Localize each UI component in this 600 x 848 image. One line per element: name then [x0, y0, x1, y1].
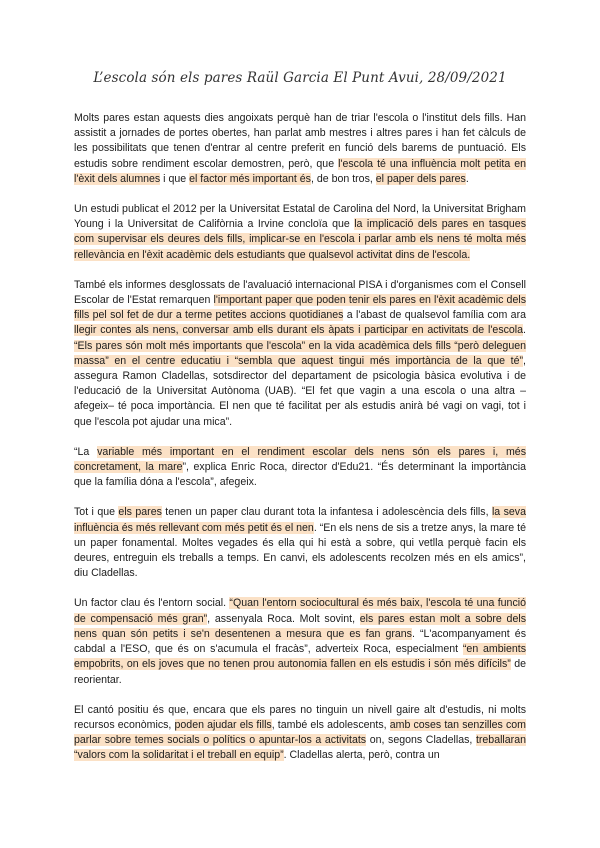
- text-segment: ”, explica Enric Roca, director d'Edu21. “És determinant la importància que la família dóna a l'escola”, afegeix.: [74, 461, 526, 489]
- text-segment: . Cladellas alerta, però, contra un: [283, 749, 440, 762]
- text-segment: . “En els nens de sis a tretze anys, la mare té un paper fonamental. Moltes vegades és ella qui hi està a sobre, qui vetlla perquè facin els deures, entreguin els treballs a temps. En canvi, els adolescents recolzen més en els amics”, diu Cladellas.: [74, 521, 526, 580]
- text-segment: Un estudi publicat el 2012 per la Universitat Estatal de Carolina del Nord, la Universitat Brigham Young i la Universitat de Califòrnia a Irvine concloïa que: [74, 203, 526, 231]
- highlighted-text: poden ajudar els fills: [174, 718, 272, 731]
- highlighted-text: “Quan l'entorn sociocultural és més baix, l'escola té una funció de compensació més gran”: [74, 597, 526, 625]
- highlighted-text: els pares: [118, 506, 162, 519]
- text-segment: Tot i que: [74, 506, 119, 519]
- highlighted-text: variable més important en el rendiment escolar dels nens són els pares i, més concretament, la mare: [74, 445, 526, 474]
- highlighted-text: la implicació dels pares en tasques com supervisar els deures dels fills, implicar-se en l'escola i parlar amb els nens té molta més rellevància en l'èxit acadèmic dels estudiants que qualsevol activitat dins de l'escola.: [74, 218, 526, 261]
- text-segment: Molts pares estan aquests dies angoixats perquè han de triar l'escola o l'institut dels fills. Han assistit a jornades de portes obertes, han parlat amb mestres i altres pares i han fet càlculs de les possibilitats que tenen d'entrar al centre preferit en funció dels barems de puntuació. Els estudis sobre rendiment escolar demostren, però, que: [74, 112, 526, 170]
- paragraph-5: [74, 505, 526, 581]
- text-segment: , assenyala Roca. Molt sovint,: [207, 612, 360, 625]
- paragraph-3: [74, 278, 526, 430]
- text-segment: Un factor clau és l'entorn social.: [74, 597, 230, 610]
- highlighted-text: llegir contes als nens, conversar amb ells durant els àpats i participar en activitats de l'escola: [74, 324, 524, 337]
- text-segment: a l'abast de qualsevol família com ara: [343, 309, 526, 322]
- text-segment: de reorientar.: [74, 658, 527, 686]
- highlighted-text: el paper dels pares: [375, 172, 466, 185]
- highlighted-text: els pares estan molt a sobre dels nens quan són petits i se'n desentenen a mesura que es fan grans: [74, 612, 526, 640]
- text-segment: .: [465, 172, 469, 185]
- highlighted-text: amb coses tan senzilles com parlar sobre temes socials o polítics o apuntar-los a activitats: [74, 718, 526, 747]
- text-segment: “La: [74, 445, 98, 458]
- paragraph-2: [74, 202, 526, 263]
- highlighted-text: “Els pares són molt més importants que l'escola” en la vida acadèmica dels fills “però deleguen massa” en el centre educatiu i “sembla que aquest tingui més importància de la que té”: [74, 339, 526, 367]
- paragraph-6: [74, 596, 526, 687]
- paragraph-1: [74, 111, 526, 187]
- text-segment: tenen un paper clau durant tota la infantesa i adolescència dels fills,: [161, 506, 492, 519]
- text-segment: on, segons Cladellas,: [366, 734, 476, 747]
- highlighted-text: l'escola té una influència molt petita en l'èxit dels alumnes: [74, 157, 526, 185]
- text-segment: , assegura Ramon Cladellas, sotsdirector del departament de psicologia bàsica evolutiva i de l'educació de la Universitat Autònoma (UAB). “El fet que vagin a una escola o una altra – afegeix– té poca importància. El nen que té facilitat per als estudis anirà bé vagi on vagi, tot i que l'escola pot ajudar una mica”.: [74, 354, 526, 428]
- highlighted-text: treballaran “valors com la solidaritat i el treball en equip”: [74, 734, 526, 762]
- text-segment: , de bon tros,: [310, 172, 376, 185]
- text-segment: i que: [160, 172, 190, 185]
- paragraph-7: [74, 703, 526, 764]
- document-body: [74, 111, 526, 764]
- highlighted-text: l'important paper que poden tenir els pares en l'èxit acadèmic dels fills pel sol fet de dur a terme petites accions quotidianes: [74, 294, 526, 322]
- highlighted-text: la seva influència és més rellevant com més petit és el nen: [74, 506, 526, 534]
- document-title: L’escola són els pares Raül Garcia El Punt Avui, 28/09/2021: [93, 70, 507, 86]
- highlighted-text: el factor més important és: [189, 172, 311, 185]
- text-segment: . “L'acompanyament és cabdal a l'ESO, que és on s'acumula el fracàs”, adverteix Roca, especialment: [74, 627, 526, 656]
- text-segment: .: [523, 324, 526, 337]
- text-segment: , també els adolescents,: [271, 718, 390, 731]
- highlighted-text: “en ambients empobrits, on els joves que no tenen prou autonomia fallen en els estudis i són més difícils”: [74, 643, 526, 671]
- paragraph-4: [74, 445, 526, 491]
- text-segment: El cantó positiu és que, encara que els pares no tinguin un nivell gaire alt d'estudis, ni molts recursos econòmics,: [74, 703, 526, 731]
- text-segment: També els informes desglossats de l'avaluació internacional PISA i d'organismes com el Consell Escolar de l'Estat remarquen: [74, 278, 526, 307]
